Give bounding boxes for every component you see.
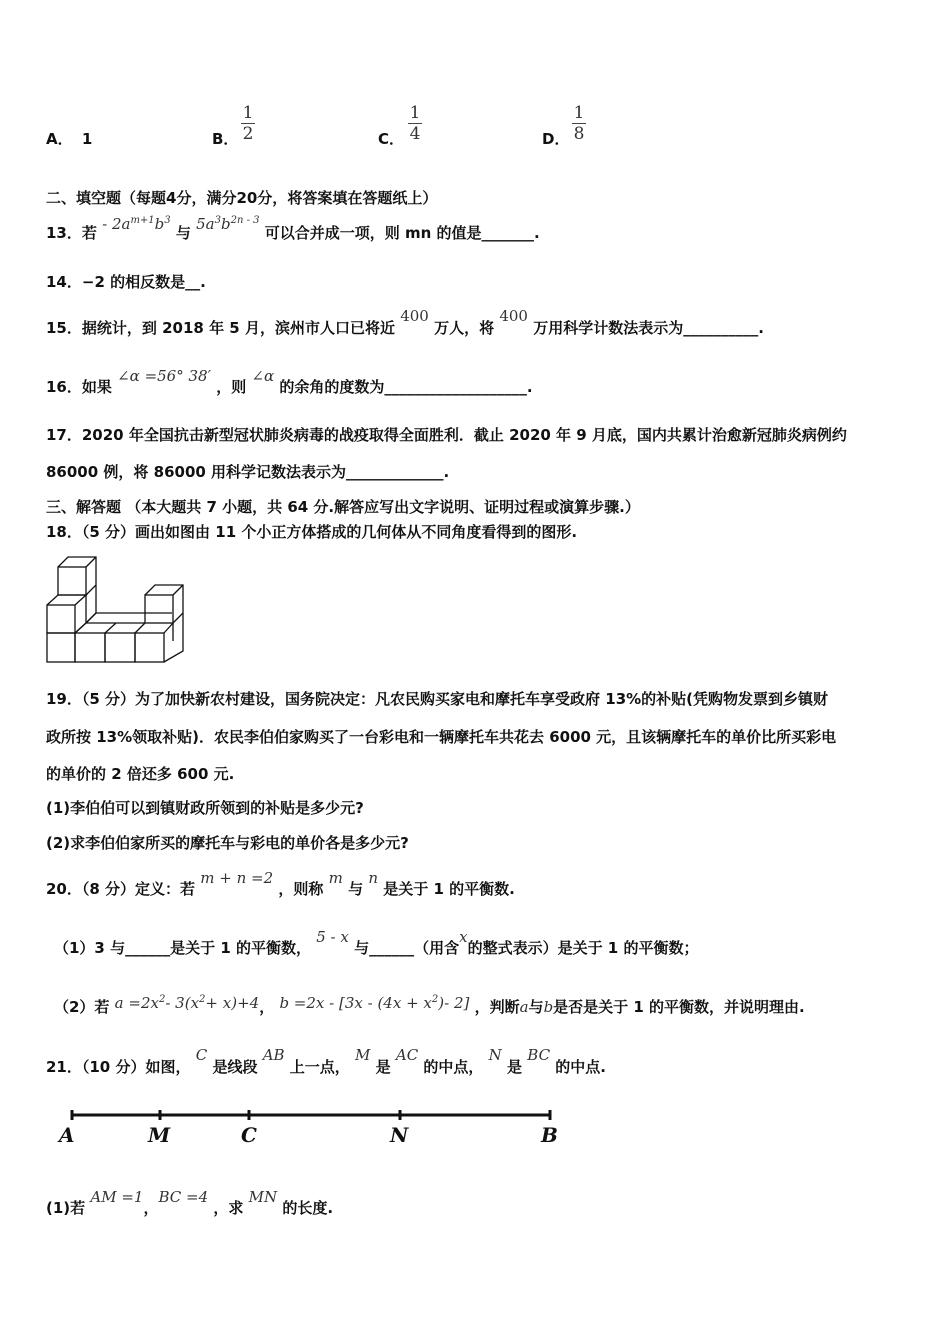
option-b-label: B． <box>212 130 239 148</box>
fraction-numerator: 1 <box>409 103 421 123</box>
option-c-fraction <box>407 103 423 144</box>
option-a-label: A． <box>46 130 73 148</box>
q13-prefix: 13．若 <box>46 224 97 242</box>
q20-1-var-x: x <box>459 928 468 946</box>
q20-2-mid-2: 与 <box>528 998 544 1016</box>
q20-var-m: m <box>328 869 343 887</box>
q15-number-1: 400 <box>400 307 429 325</box>
question-20 <box>46 869 515 899</box>
q20-1-mid-3: （用含 <box>414 939 460 957</box>
question-18: 18．（5 分）画出如图由 11 个小正方体搭成的几何体从不同角度看得到的图形. <box>46 523 578 541</box>
question-20-part-1 <box>54 928 699 958</box>
q13-suffix: 可以合并成一项，则 mn 的值是_______. <box>264 224 540 242</box>
label-m: M <box>148 1123 171 1147</box>
q20-2-a-part-2: - 3(x <box>165 994 200 1012</box>
cube-face <box>47 633 75 662</box>
q21-1-separator: ， <box>143 1199 159 1217</box>
q15-prefix: 15．据统计，到 2018 年 5 月，滨州市人口已将近 <box>46 319 395 337</box>
q21-text-5: 是 <box>507 1058 523 1076</box>
q15-number-2: 400 <box>499 307 528 325</box>
answer-blank-2: ______ <box>369 939 415 957</box>
cube-face <box>145 595 173 623</box>
q13-term1-a-exp: m+1 <box>130 215 155 226</box>
cube-edge <box>173 585 183 595</box>
question-19-line-1: 19．（5 分）为了加快新农村建设，国务院决定：凡农民购买家电和摩托车享受政府 13%的补贴(凭购物发票到乡镇财 <box>46 690 829 708</box>
q20-2-mid: ，判断 <box>474 998 520 1016</box>
q20-2-var-a: a <box>519 998 529 1016</box>
question-21-part-1 <box>46 1188 334 1218</box>
q16-angle-expression: ∠α =56° 38′ <box>117 367 211 385</box>
q21-1-mid: ，求 <box>213 1199 244 1217</box>
q20-2-a-exponent: 2 <box>199 994 206 1005</box>
label-b: B <box>541 1123 558 1147</box>
cube-face <box>135 633 164 662</box>
fraction-denominator: 8 <box>573 124 585 144</box>
cube-edge <box>164 623 173 633</box>
q13-term2-b-exp: 2n - 3 <box>230 215 260 226</box>
question-17-line-1: 17．2020 年全国抗击新型冠状肺炎病毒的战疫取得全面胜利．截止 2020 年 9 月底，国内共累计治愈新冠肺炎病例约 <box>46 426 847 444</box>
q21-point-m: M <box>355 1046 371 1064</box>
q20-prefix: 20．（8 分）定义：若 <box>46 880 196 898</box>
q20-2-b-part-2: )- 2] <box>438 994 470 1012</box>
question-13 <box>46 215 540 243</box>
question-17-line-2: 86000 例，将 86000 用科学记数法表示为_____________. <box>46 463 450 481</box>
q20-1-suffix: 的整式表示）是关于 1 的平衡数； <box>467 939 699 957</box>
question-19-line-3: 的单价的 2 倍还多 600 元. <box>46 765 235 783</box>
cube-edge <box>135 623 145 633</box>
fraction-denominator: 4 <box>409 124 421 144</box>
q21-text-6: 的中点. <box>555 1058 606 1076</box>
cube-edge <box>105 623 116 633</box>
section2-heading: 二、填空题（每题4分，满分20分，将答案填在答题纸上） <box>46 189 438 207</box>
q13-term2 <box>196 215 259 233</box>
q13-term2-b: b <box>221 215 231 233</box>
question-14: 14．−2 的相反数是__. <box>46 273 206 291</box>
q13-term2-a-exp: 3 <box>214 215 222 226</box>
question-21 <box>46 1046 606 1077</box>
q21-1-prefix: (1)若 <box>46 1199 86 1217</box>
q21-text-4: 的中点， <box>423 1058 484 1076</box>
q20-1-mid-2: 与 <box>354 939 370 957</box>
label-a: A <box>59 1123 75 1147</box>
q13-term1-b-exp: 3 <box>164 215 171 226</box>
cube-figure <box>44 550 190 666</box>
q21-segment-ab: AB <box>262 1046 285 1064</box>
q20-2-b-part-1: b =2x - [3x - (4x + x <box>279 994 432 1012</box>
q20-1-prefix: （1）3 与 <box>54 939 126 957</box>
q16-prefix: 16．如果 <box>46 378 112 396</box>
q21-1-suffix: 的长度. <box>282 1199 334 1217</box>
q21-segment-ac: AC <box>395 1046 419 1064</box>
fraction-numerator: 1 <box>573 103 585 123</box>
q13-term1-b: b <box>154 215 165 233</box>
section3-heading: 三、解答题 （本大题共 7 小题，共 64 分.解答应写出文字说明、证明过程或演算步骤.） <box>46 498 640 516</box>
q20-mid-1: ，则称 <box>278 880 324 898</box>
label-c: C <box>241 1123 257 1147</box>
q15-mid: 万人，将 <box>434 319 495 337</box>
option-a-value: 1 <box>81 130 93 148</box>
q20-2-a-exponent: 2 <box>158 994 166 1005</box>
q21-text-1: 是线段 <box>212 1058 258 1076</box>
cube-face <box>105 633 135 662</box>
question-19-sub-2: (2)求李伯伯家所买的摩托车与彩电的单价各是多少元? <box>46 834 409 852</box>
q20-2-separator: ， <box>259 998 275 1016</box>
q21-point-n: N <box>488 1046 502 1064</box>
question-19-line-2: 政所按 13%领取补贴)．农民李伯伯家购买了一台彩电和一辆摩托车共花去 6000 元，且该辆摩托车的单价比所买彩电 <box>46 728 837 746</box>
cube-edges <box>47 595 86 605</box>
q20-2-prefix: （2）若 <box>54 998 110 1016</box>
q20-2-a-part-1: a =2x <box>114 994 159 1012</box>
answer-blank-1: ______ <box>125 939 171 957</box>
q13-term1-a: - 2a <box>102 215 131 233</box>
cube-face <box>75 633 105 662</box>
q21-1-condition-1: AM =1 <box>90 1188 144 1206</box>
q16-mid: ，则 <box>216 378 247 396</box>
fraction-denominator: 2 <box>242 124 254 144</box>
question-20-part-2 <box>54 996 805 1017</box>
option-c-label: C． <box>378 130 405 148</box>
q20-1-expression: 5 - x <box>316 928 349 946</box>
q21-text-3: 是 <box>375 1058 391 1076</box>
q20-suffix: 是关于 1 的平衡数. <box>383 880 515 898</box>
q20-equation: m + n =2 <box>200 869 274 887</box>
segment-diagram <box>60 1105 560 1125</box>
q16-angle-symbol: ∠α <box>251 367 275 385</box>
q20-2-b-exponent: 2 <box>431 994 439 1005</box>
option-b-fraction <box>240 103 256 144</box>
question-15 <box>46 307 764 338</box>
q21-text-2: 上一点， <box>289 1058 350 1076</box>
question-16 <box>46 367 533 397</box>
cube-face <box>47 605 75 633</box>
option-a <box>46 128 92 149</box>
q15-suffix: 万用科学计数法表示为__________. <box>533 319 764 337</box>
q21-point-c: C <box>195 1046 208 1064</box>
cube-edge <box>86 557 96 567</box>
q20-mid-2: 与 <box>348 880 364 898</box>
q20-2-var-b: b <box>543 998 554 1016</box>
q13-mid: 与 <box>175 224 191 242</box>
cube-face <box>58 567 86 595</box>
q21-segment-bc: BC <box>527 1046 551 1064</box>
label-n: N <box>390 1123 409 1147</box>
q16-suffix: 的余角的度数为___________________. <box>279 378 533 396</box>
option-d-label: D． <box>542 130 570 148</box>
q20-2-suffix: 是否是关于 1 的平衡数，并说明理由. <box>553 998 805 1016</box>
q13-term2-a: 5a <box>196 215 215 233</box>
q20-2-a-part-3: + x)+4 <box>205 994 260 1012</box>
q20-1-mid: 是关于 1 的平衡数， <box>170 939 311 957</box>
q21-1-segment-mn: MN <box>248 1188 278 1206</box>
q21-1-condition-2: BC =4 <box>158 1188 209 1206</box>
q20-2-expression-b <box>279 994 469 1012</box>
q20-var-n: n <box>368 869 379 887</box>
q21-prefix: 21．（10 分）如图， <box>46 1058 191 1076</box>
option-d-fraction <box>571 103 587 144</box>
q13-term1 <box>102 215 171 233</box>
q20-2-expression-a <box>115 994 260 1012</box>
question-19-sub-1: (1)李伯伯可以到镇财政所领到的补贴是多少元? <box>46 799 364 817</box>
fraction-numerator: 1 <box>242 103 254 123</box>
